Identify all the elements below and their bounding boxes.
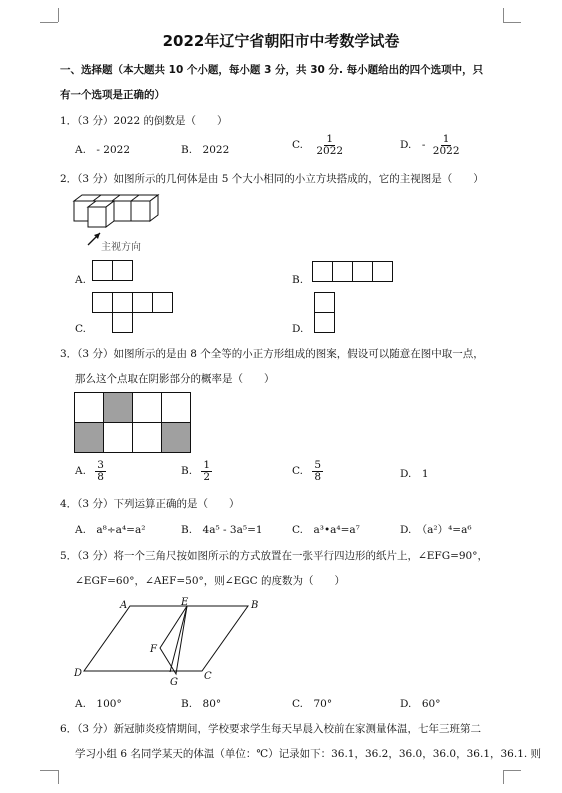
question-2-option-c: C.: [75, 323, 86, 335]
question-1-option-b: B. 2022: [181, 144, 230, 156]
question-4-option-d: D. （a²）⁴=a⁶: [400, 524, 472, 536]
question-5-parallelogram-figure: [72, 598, 272, 688]
point-label-b: B: [251, 600, 259, 611]
option-label: A.: [75, 465, 86, 477]
fraction: [312, 460, 323, 482]
question-6-stem-line2: 学习小组 6 名同学某天的体温（单位：℃）记录如下：36.1，36.2，36.0，36.0，36.1，36.1. 则: [75, 748, 542, 760]
question-2-option-a: A.: [75, 274, 86, 286]
point-label-e: E: [181, 597, 189, 608]
question-5-option-c: C. 70°: [292, 698, 333, 710]
fraction: [314, 134, 345, 156]
fraction: [95, 460, 106, 482]
question-2-option-d-figure: [314, 292, 336, 334]
question-3-grid-figure: [74, 392, 192, 454]
numerator: 3: [97, 459, 104, 471]
corner-mark-tl-h: [40, 22, 58, 23]
corner-mark-tl-v: [58, 8, 59, 22]
denominator: 2022: [432, 144, 460, 157]
question-3-stem-line1: 3．（3 分）如图所示的是由 8 个全等的小正方形组成的图案，假设可以随意在图中取一点，: [60, 348, 484, 360]
view-direction-label: 主视方向: [101, 242, 141, 253]
question-5-option-b: B. 80°: [181, 698, 222, 710]
numerator: 1: [203, 459, 211, 471]
question-4-option-c: C. a³•a⁴=a⁷: [292, 524, 360, 536]
option-label: C.: [292, 465, 303, 477]
corner-mark-bl-v: [58, 770, 59, 784]
section-heading-line1: 一、选择题（本大题共 10 个小题，每小题 3 分，共 30 分. 每小题给出的四个选项中，只: [60, 64, 484, 76]
question-5-stem-line1: 5．（3 分）将一个三角尺按如图所示的方式放置在一张平行四边形的纸片上，∠EFG=90°，: [60, 550, 488, 562]
corner-mark-br-h: [503, 770, 521, 771]
question-5-option-a: A. 100°: [75, 698, 122, 710]
question-1-option-d: [400, 134, 462, 156]
question-4-option-b: B. 4a⁵ - 3a⁵=1: [181, 524, 263, 536]
question-6-stem-line1: 6．（3 分）新冠肺炎疫情期间，学校要求学生每天早晨入校前在家测量体温，七年三班第二: [60, 723, 481, 735]
question-2-option-d: D.: [292, 323, 304, 335]
option-label: C.: [292, 139, 303, 151]
numerator: 1: [326, 133, 334, 145]
question-2-option-a-figure: [92, 260, 134, 282]
numerator: 5: [314, 459, 322, 471]
question-1-option-c: [292, 134, 345, 156]
question-5-option-d: D. 60°: [400, 698, 441, 710]
point-label-d: D: [74, 668, 83, 679]
option-label: D. -: [400, 139, 426, 151]
page-title: 2022年辽宁省朝阳市中考数学试卷: [162, 32, 400, 50]
denominator: 8: [314, 470, 322, 483]
question-3-stem-line2: 那么这个点取在阴影部分的概率是（ ）: [75, 373, 275, 385]
point-label-a: A: [120, 600, 128, 611]
corner-mark-br-v: [503, 770, 504, 784]
question-1-option-a: A. - 2022: [75, 144, 131, 156]
question-2-stem: 2．（3 分）如图所示的几何体是由 5 个大小相同的小立方块搭成的，它的主视图是（ ）: [60, 173, 484, 185]
question-3-option-b: [181, 460, 212, 482]
question-1-stem: 1．（3 分）2022 的倒数是（ ）: [60, 115, 228, 127]
corner-mark-bl-h: [40, 770, 58, 771]
question-2-option-b: B.: [292, 274, 304, 286]
question-5-stem-line2: ∠EGF=60°，∠AEF=50°，则∠EGC 的度数为（ ）: [75, 575, 346, 587]
option-label: B.: [181, 465, 193, 477]
denominator: 2022: [316, 144, 344, 157]
section-heading-line2: 有一个选项是正确的）: [60, 89, 165, 101]
point-label-c: C: [204, 671, 212, 682]
question-4-option-a: A. a⁸÷a⁴=a²: [75, 524, 146, 536]
point-label-f: F: [150, 644, 157, 655]
question-3-option-d: D. 1: [400, 468, 429, 480]
denominator: 8: [97, 470, 104, 483]
question-3-option-a: [75, 460, 106, 482]
corner-mark-tr-h: [503, 22, 521, 23]
question-4-stem: 4．（3 分）下列运算正确的是（ ）: [60, 498, 240, 510]
numerator: 1: [442, 133, 450, 145]
fraction: [431, 134, 462, 156]
question-3-option-c: [292, 460, 323, 482]
denominator: 2: [203, 470, 211, 483]
corner-mark-tr-v: [503, 8, 504, 22]
point-label-g: G: [170, 677, 178, 688]
question-2-option-b-figure: [312, 261, 394, 283]
fraction: [201, 460, 212, 482]
question-2-option-c-figure: [92, 292, 174, 334]
